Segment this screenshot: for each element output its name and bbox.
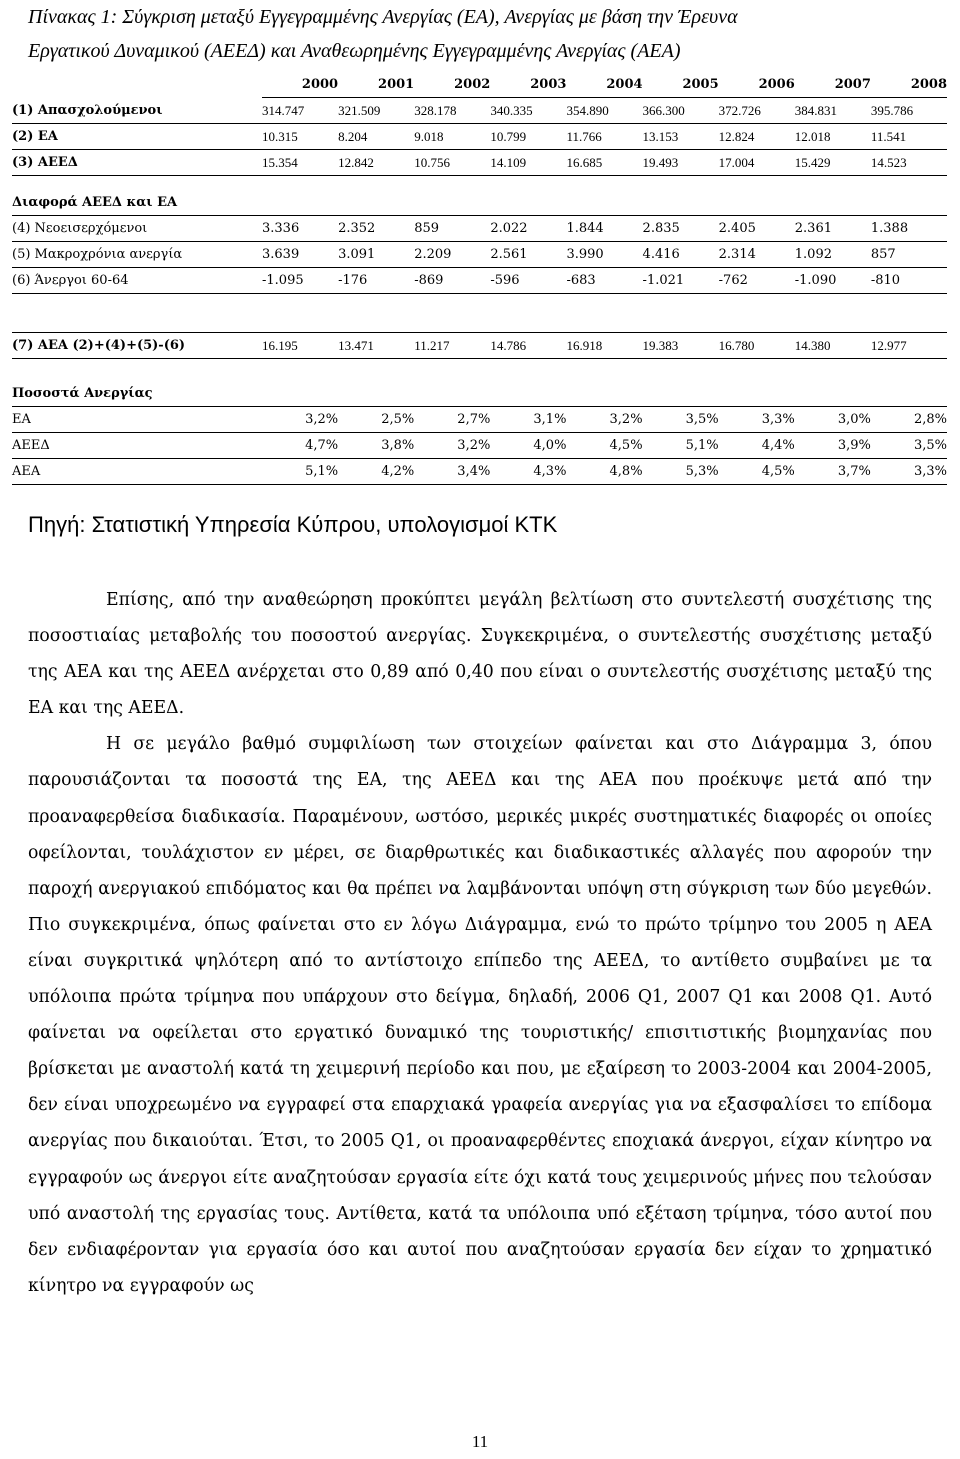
cell-value: 14.380	[795, 333, 871, 359]
table-caption	[28, 0, 948, 68]
cell-value: 4,0%	[490, 433, 566, 459]
cell-value: 3,3%	[719, 407, 795, 433]
cell-value: 16.195	[262, 333, 338, 359]
cell-value: 12.842	[338, 150, 414, 176]
cell-value: 321.509	[338, 98, 414, 124]
year-header: 2005	[643, 72, 719, 98]
cell-value: 2,5%	[338, 407, 414, 433]
cell-value: 2.314	[719, 242, 795, 268]
cell-value: 1.844	[566, 216, 642, 242]
paragraph: Επίσης, από την αναθεώρηση προκύπτει μεγάλη βελτίωση στο συντελεστή συσχέτισης της ποσοστιαίας μεταβολής του ποσοστού ανεργίας. Συγκεκριμένα, ο συντελεστής συσχέτισης μεταξύ της ΑΕΑ και της ΑΕΕΔ ανέρχεται στο 0,89 από 0,40 που είναι ο συντελεστής συσχέτισης μεταξύ της ΕΑ και της ΑΕΕΔ.	[28, 590, 932, 719]
cell-value: 12.977	[871, 333, 947, 359]
cell-value: 3,2%	[414, 433, 490, 459]
table-row-rate-ea	[12, 407, 947, 433]
cell-value: 4,4%	[719, 433, 795, 459]
cell-value: 9.018	[414, 124, 490, 150]
cell-value: 13.153	[643, 124, 719, 150]
table-row-long-term-unemployment	[12, 242, 947, 268]
header-empty-cell	[12, 72, 262, 98]
table-row-revised-unemployment	[12, 333, 947, 359]
cell-value: -1.095	[262, 268, 338, 294]
row-label: ΕΑ	[12, 407, 262, 433]
cell-value: 859	[414, 216, 490, 242]
row-label: ΑΕΕΔ	[12, 433, 262, 459]
cell-value: 3.990	[566, 242, 642, 268]
year-header: 2007	[795, 72, 871, 98]
cell-value: 372.726	[719, 98, 795, 124]
cell-value: -176	[338, 268, 414, 294]
cell-value: 11.217	[414, 333, 490, 359]
year-header: 2000	[262, 72, 338, 98]
row-label: (2) ΕΑ	[12, 124, 262, 150]
cell-value: 15.429	[795, 150, 871, 176]
table-row-registered-unemployment	[12, 124, 947, 150]
table-row-new-entrants	[12, 216, 947, 242]
year-header: 2001	[338, 72, 414, 98]
cell-value: 4,3%	[490, 459, 566, 485]
cell-value: 17.004	[719, 150, 795, 176]
cell-value: 2.022	[490, 216, 566, 242]
cell-value: 14.109	[490, 150, 566, 176]
cell-value: 11.766	[566, 124, 642, 150]
cell-value: 5,1%	[643, 433, 719, 459]
table-row-rate-aea	[12, 459, 947, 485]
row-label: (5) Μακροχρόνια ανεργία	[12, 242, 262, 268]
row-label: (1) Απασχολούμενοι	[12, 98, 262, 124]
table-spacer	[12, 176, 947, 191]
cell-value: 5,3%	[643, 459, 719, 485]
cell-value: 3,1%	[490, 407, 566, 433]
table-row-employed	[12, 98, 947, 124]
cell-value: 2.561	[490, 242, 566, 268]
body-text	[28, 582, 932, 1304]
cell-value: 1.388	[871, 216, 947, 242]
row-label: ΑΕΑ	[12, 459, 262, 485]
year-header: 2002	[414, 72, 490, 98]
cell-value: 857	[871, 242, 947, 268]
diff-section-title: Διαφορά ΑΕΕΔ και ΕΑ	[12, 190, 947, 216]
cell-value: 8.204	[338, 124, 414, 150]
cell-value: 4,5%	[719, 459, 795, 485]
row-label: (6) Άνεργοι 60-64	[12, 268, 262, 294]
table-caption-line-2: Εργατικού Δυναμικού (ΑΕΕΔ) και Αναθεωρημένης Εγγεγραμμένης Ανεργίας (ΑΕΑ)	[28, 40, 681, 62]
row-label: (3) ΑΕΕΔ	[12, 150, 262, 176]
table-spacer	[12, 359, 947, 382]
cell-value: 366.300	[643, 98, 719, 124]
cell-value: 4,8%	[566, 459, 642, 485]
cell-value: 10.315	[262, 124, 338, 150]
source-note: Πηγή: Στατιστική Υπηρεσία Κύπρου, υπολογισμοί ΚΤΚ	[28, 512, 558, 537]
table-caption-line-1: Πίνακας 1: Σύγκριση μεταξύ Εγγεγραμμένης Ανεργίας (ΕΑ), Ανεργίας με βάση την Έρευνα	[28, 6, 738, 28]
cell-value: 4.416	[643, 242, 719, 268]
cell-value: 3.091	[338, 242, 414, 268]
cell-value: 3,4%	[414, 459, 490, 485]
cell-value: 19.383	[643, 333, 719, 359]
table-row-lfs-unemployment	[12, 150, 947, 176]
cell-value: 13.471	[338, 333, 414, 359]
year-header: 2003	[490, 72, 566, 98]
cell-value: 10.756	[414, 150, 490, 176]
cell-value: 16.685	[566, 150, 642, 176]
cell-value: -683	[566, 268, 642, 294]
cell-value: 340.335	[490, 98, 566, 124]
cell-value: 4,2%	[338, 459, 414, 485]
cell-value: 16.918	[566, 333, 642, 359]
cell-value: 328.178	[414, 98, 490, 124]
paragraph: Η σε μεγάλο βαθμό συμφιλίωση των στοιχείων φαίνεται και στο Διάγραμμα 3, όπου παρουσιάζονται τα ποσοστά της ΕΑ, της ΑΕΕΔ και της ΑΕΑ που προέκυψε μετά από την προαναφερθείσα διαδικασία. Παραμένουν, ωστόσο, μερικές μικρές συστηματικές διαφορές οι οποίες οφείλονται, τουλάχιστον εν μέρει, σε διαρθρωτικές και διαδικαστικές αλλαγές που αφορούν την παροχή ανεργιακού επιδόματος και θα πρέπει να λαμβάνονται υπόψη στη σύγκριση των δύο μεγεθών. Πιο συγκεκριμένα, όπως φαίνεται στο εν λόγω Διάγραμμα, ενώ το πρώτο τρίμηνο του 2005 η ΑΕΑ είναι συγκριτικά ψηλότερη από το αντίστοιχο επίπεδο της ΑΕΕΔ, το αντίθετο συμβαίνει με τα υπόλοιπα πρώτα τρίμηνα που υπάρχουν στο δείγμα, δηλαδή, 2006 Q1, 2007 Q1 και 2008 Q1. Αυτό φαίνεται να οφείλεται στο εργατικό δυναμικό της τουριστικής/ επισιτιστικής βιομηχανίας που βρίσκεται με αναστολή κατά τη χειμερινή περίοδο και που, με εξαίρεση το 2003-2004 και 2004-2005, δεν είναι υποχρεωμένο να εγγραφεί στα επαρχιακά γραφεία ανεργίας για να εξασφαλίσει το επίδομα ανεργίας που δικαιούται. Έτσι, το 2005 Q1, οι προαναφερθέντες εποχιακά άνεργοι, είχαν κίνητρο να εγγραφούν ως άνεργοι είτε αναζητούσαν εργασία είτε όχι κατά τους χειμερινούς μήνες που τελούσαν υπό αναστολή της εργασίας τους. Αντίθετα, κατά τα υπόλοιπα υπό εξέταση τρίμηνα, τόσο αυτοί που δεν ενδιαφέρονταν για εργασία όσο και αυτοί που αναζητούσαν εργασία δεν είχαν το χρηματικό κίνητρο να εγγραφούν ως	[28, 734, 932, 1296]
cell-value: 314.747	[262, 98, 338, 124]
cell-value: -596	[490, 268, 566, 294]
cell-value: 12.824	[719, 124, 795, 150]
cell-value: 3,3%	[871, 459, 947, 485]
table-header-row	[12, 72, 947, 98]
year-header: 2008	[871, 72, 947, 98]
unemployment-comparison-table	[12, 72, 947, 485]
row-label: (4) Νεοεισερχόμενοι	[12, 216, 262, 242]
cell-value: 2.361	[795, 216, 871, 242]
cell-value: 10.799	[490, 124, 566, 150]
cell-value: 2,7%	[414, 407, 490, 433]
cell-value: 5,1%	[262, 459, 338, 485]
cell-value: 3,2%	[262, 407, 338, 433]
table-spacer	[12, 294, 947, 333]
row-label: (7) ΑΕΑ (2)+(4)+(5)-(6)	[12, 333, 262, 359]
cell-value: 3.639	[262, 242, 338, 268]
cell-value: 2,8%	[871, 407, 947, 433]
rate-section-title: Ποσοστά Ανεργίας	[12, 381, 947, 407]
cell-value: 15.354	[262, 150, 338, 176]
cell-value: 3,5%	[643, 407, 719, 433]
year-header: 2006	[719, 72, 795, 98]
cell-value: 16.780	[719, 333, 795, 359]
cell-value: 4,5%	[566, 433, 642, 459]
cell-value: 1.092	[795, 242, 871, 268]
section-title-row	[12, 381, 947, 407]
cell-value: 3,5%	[871, 433, 947, 459]
cell-value: 395.786	[871, 98, 947, 124]
cell-value: 14.523	[871, 150, 947, 176]
cell-value: 3,7%	[795, 459, 871, 485]
cell-value: 12.018	[795, 124, 871, 150]
cell-value: -1.090	[795, 268, 871, 294]
cell-value: 3,0%	[795, 407, 871, 433]
cell-value: 354.890	[566, 98, 642, 124]
cell-value: 3,9%	[795, 433, 871, 459]
year-header: 2004	[566, 72, 642, 98]
table-row-unemployed-60-64	[12, 268, 947, 294]
cell-value: 2.209	[414, 242, 490, 268]
cell-value: -1.021	[643, 268, 719, 294]
cell-value: 4,7%	[262, 433, 338, 459]
cell-value: 3.336	[262, 216, 338, 242]
cell-value: 19.493	[643, 150, 719, 176]
cell-value: 2.405	[719, 216, 795, 242]
cell-value: -810	[871, 268, 947, 294]
cell-value: -869	[414, 268, 490, 294]
cell-value: 11.541	[871, 124, 947, 150]
cell-value: 2.352	[338, 216, 414, 242]
cell-value: 3,8%	[338, 433, 414, 459]
table-row-rate-aeed	[12, 433, 947, 459]
cell-value: -762	[719, 268, 795, 294]
page-number: 11	[471, 1432, 489, 1451]
cell-value: 384.831	[795, 98, 871, 124]
cell-value: 2.835	[643, 216, 719, 242]
section-title-row	[12, 190, 947, 216]
cell-value: 3,2%	[566, 407, 642, 433]
cell-value: 14.786	[490, 333, 566, 359]
